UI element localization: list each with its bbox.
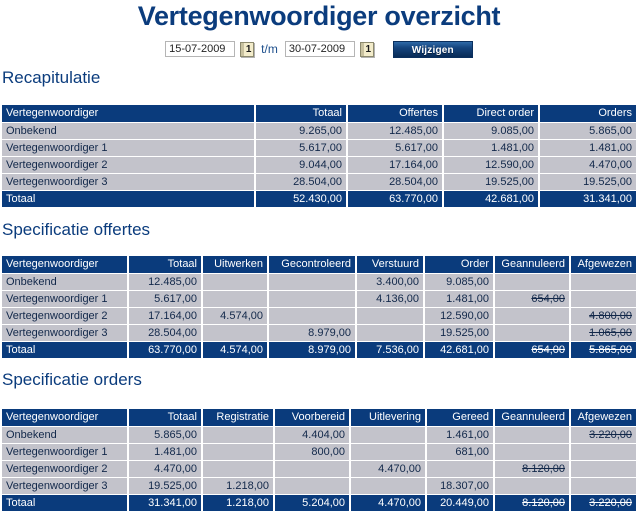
column-header-totaal[interactable]: Totaal (128, 409, 202, 426)
cell-total-order: 42.681,00 (424, 341, 494, 358)
cell-totaal: 5.865,00 (128, 426, 202, 443)
column-header-vertegenwoordiger[interactable]: Vertegenwoordiger (2, 105, 255, 122)
cell-name: Onbekend (2, 122, 255, 139)
cell-total-label: Totaal (2, 190, 255, 207)
cell-total-verstuurd: 7.536,00 (356, 341, 424, 358)
table-row (2, 290, 636, 307)
table-row (2, 460, 636, 477)
cell-offertes: 28.504,00 (347, 173, 443, 190)
cell-name: Onbekend (2, 426, 128, 443)
cell-total-offertes: 63.770,00 (347, 190, 443, 207)
column-header-geannuleerd[interactable]: Geannuleerd (494, 409, 570, 426)
recapitulatie-table (2, 105, 636, 207)
cell-total-gecontroleerd: 8.979,00 (268, 341, 356, 358)
specificatie-offertes-heading: Specificatie offertes (2, 220, 151, 239)
cell-totaal: 12.485,00 (128, 273, 202, 290)
cell-gecontroleerd: 8.979,00 (268, 324, 356, 341)
cell-totaal: 17.164,00 (128, 307, 202, 324)
cell-afgewezen: 4.800,00 (570, 307, 636, 324)
cell-geannuleerd: 654,00 (494, 290, 570, 307)
cell-name: Vertegenwoordiger 2 (2, 460, 128, 477)
cell-geannuleerd (494, 324, 570, 341)
cell-total-orders: 31.341,00 (539, 190, 636, 207)
cell-gereed: 681,00 (426, 443, 494, 460)
cell-order: 1.481,00 (424, 290, 494, 307)
column-header-afgewezen[interactable]: Afgewezen (570, 256, 636, 273)
cell-order: 9.085,00 (424, 273, 494, 290)
cell-uitwerken: 4.574,00 (202, 307, 268, 324)
cell-total-uitlevering: 4.470,00 (350, 494, 426, 511)
date-range-separator: t/m (261, 42, 278, 56)
cell-verstuurd (356, 324, 424, 341)
cell-totaal: 19.525,00 (128, 477, 202, 494)
specificatie-orders-heading: Specificatie orders (2, 370, 142, 389)
column-header-uitlevering[interactable]: Uitlevering (350, 409, 426, 426)
cell-voorbereid: 4.404,00 (274, 426, 350, 443)
column-header-gecontroleerd[interactable]: Gecontroleerd (268, 256, 356, 273)
cell-name: Vertegenwoordiger 1 (2, 443, 128, 460)
cell-geannuleerd (494, 426, 570, 443)
cell-uitwerken (202, 324, 268, 341)
cell-offertes: 5.617,00 (347, 139, 443, 156)
table-header-row (2, 256, 636, 273)
table-row (2, 156, 636, 173)
column-header-direct-order[interactable]: Direct order (443, 105, 539, 122)
cell-geannuleerd (494, 443, 570, 460)
cell-totaal: 28.504,00 (255, 173, 347, 190)
cell-gereed (426, 460, 494, 477)
calendar-icon-to[interactable] (360, 42, 374, 57)
cell-name: Onbekend (2, 273, 128, 290)
cell-registratie (202, 426, 274, 443)
cell-verstuurd: 3.400,00 (356, 273, 424, 290)
cell-uitlevering: 4.470,00 (350, 460, 426, 477)
cell-name: Vertegenwoordiger 1 (2, 290, 128, 307)
cell-total-afgewezen: 5.865,00 (570, 341, 636, 358)
cell-offertes: 17.164,00 (347, 156, 443, 173)
cell-order: 19.525,00 (424, 324, 494, 341)
cell-total-uitwerken: 4.574,00 (202, 341, 268, 358)
cell-name: Vertegenwoordiger 1 (2, 139, 255, 156)
cell-uitlevering (350, 426, 426, 443)
column-header-verstuurd[interactable]: Verstuurd (356, 256, 424, 273)
cell-uitwerken (202, 273, 268, 290)
cell-orders: 5.865,00 (539, 122, 636, 139)
cell-verstuurd: 4.136,00 (356, 290, 424, 307)
table-total-row (2, 341, 636, 358)
table-row (2, 324, 636, 341)
column-header-gereed[interactable]: Gereed (426, 409, 494, 426)
cell-afgewezen (570, 273, 636, 290)
cell-orders: 19.525,00 (539, 173, 636, 190)
table-row (2, 139, 636, 156)
cell-name: Vertegenwoordiger 2 (2, 156, 255, 173)
column-header-registratie[interactable]: Registratie (202, 409, 274, 426)
recapitulatie-heading: Recapitulatie (2, 68, 101, 87)
cell-total-voorbereid: 5.204,00 (274, 494, 350, 511)
cell-geannuleerd (494, 477, 570, 494)
table-row (2, 443, 636, 460)
cell-registratie (202, 460, 274, 477)
cell-totaal: 9.044,00 (255, 156, 347, 173)
cell-total-totaal: 63.770,00 (128, 341, 202, 358)
cell-uitlevering (350, 443, 426, 460)
column-header-afgewezen[interactable]: Afgewezen (570, 409, 636, 426)
column-header-totaal[interactable]: Totaal (128, 256, 202, 273)
cell-total-geannuleerd: 8.120,00 (494, 494, 570, 511)
date-range-toolbar (0, 39, 638, 59)
cell-direct-order: 19.525,00 (443, 173, 539, 190)
cell-voorbereid (274, 477, 350, 494)
cell-afgewezen: 3.220,00 (570, 426, 636, 443)
table-total-row (2, 190, 636, 207)
cell-name: Vertegenwoordiger 3 (2, 324, 128, 341)
cell-gecontroleerd (268, 307, 356, 324)
cell-geannuleerd (494, 307, 570, 324)
cell-registratie (202, 443, 274, 460)
cell-name: Vertegenwoordiger 2 (2, 307, 128, 324)
cell-totaal: 1.481,00 (128, 443, 202, 460)
cell-afgewezen (570, 290, 636, 307)
cell-totaal: 5.617,00 (128, 290, 202, 307)
cell-total-registratie: 1.218,00 (202, 494, 274, 511)
cell-geannuleerd (494, 273, 570, 290)
table-row (2, 426, 636, 443)
cell-gecontroleerd (268, 273, 356, 290)
page-title: Vertegenwoordiger overzicht (137, 1, 501, 31)
cell-afgewezen: 1.065,00 (570, 324, 636, 341)
cell-voorbereid: 800,00 (274, 443, 350, 460)
cell-afgewezen (570, 477, 636, 494)
cell-name: Vertegenwoordiger 3 (2, 173, 255, 190)
cell-order: 12.590,00 (424, 307, 494, 324)
cell-gecontroleerd (268, 290, 356, 307)
specificatie-orders-table (2, 409, 636, 511)
column-header-geannuleerd[interactable]: Geannuleerd (494, 256, 570, 273)
cell-direct-order: 1.481,00 (443, 139, 539, 156)
cell-afgewezen (570, 443, 636, 460)
cell-total-label: Totaal (2, 494, 128, 511)
cell-totaal: 5.617,00 (255, 139, 347, 156)
cell-registratie: 1.218,00 (202, 477, 274, 494)
table-row (2, 173, 636, 190)
cell-total-totaal: 52.430,00 (255, 190, 347, 207)
cell-direct-order: 12.590,00 (443, 156, 539, 173)
cell-totaal: 4.470,00 (128, 460, 202, 477)
cell-uitlevering (350, 477, 426, 494)
apply-button[interactable]: Wijzigen (393, 41, 473, 58)
cell-voorbereid (274, 460, 350, 477)
column-header-totaal[interactable]: Totaal (255, 105, 347, 122)
table-header-row (2, 409, 636, 426)
column-header-vertegenwoordiger[interactable]: Vertegenwoordiger (2, 409, 128, 426)
calendar-icon-from-label: 1 (245, 43, 252, 55)
cell-gereed: 1.461,00 (426, 426, 494, 443)
cell-gereed: 18.307,00 (426, 477, 494, 494)
cell-afgewezen (570, 460, 636, 477)
column-header-vertegenwoordiger[interactable]: Vertegenwoordiger (2, 256, 128, 273)
table-row (2, 477, 636, 494)
cell-orders: 1.481,00 (539, 139, 636, 156)
column-header-uitwerken[interactable]: Uitwerken (202, 256, 268, 273)
calendar-icon-from[interactable] (240, 42, 254, 57)
column-header-order[interactable]: Order (424, 256, 494, 273)
table-total-row (2, 494, 636, 511)
cell-total-afgewezen: 3.220,00 (570, 494, 636, 511)
cell-name: Vertegenwoordiger 3 (2, 477, 128, 494)
cell-orders: 4.470,00 (539, 156, 636, 173)
cell-total-label: Totaal (2, 341, 128, 358)
column-header-voorbereid[interactable]: Voorbereid (274, 409, 350, 426)
table-row (2, 122, 636, 139)
cell-totaal: 9.265,00 (255, 122, 347, 139)
cell-geannuleerd: 8.120,00 (494, 460, 570, 477)
column-header-orders[interactable]: Orders (539, 105, 636, 122)
cell-total-totaal: 31.341,00 (128, 494, 202, 511)
table-row (2, 273, 636, 290)
specificatie-offertes-table (2, 256, 636, 358)
date-from-input[interactable] (165, 41, 235, 57)
cell-total-gereed: 20.449,00 (426, 494, 494, 511)
table-row (2, 307, 636, 324)
cell-verstuurd (356, 307, 424, 324)
table-header-row (2, 105, 636, 122)
calendar-icon-to-label: 1 (365, 43, 372, 55)
cell-direct-order: 9.085,00 (443, 122, 539, 139)
cell-totaal: 28.504,00 (128, 324, 202, 341)
date-to-input[interactable] (285, 41, 355, 57)
cell-total-direct-order: 42.681,00 (443, 190, 539, 207)
column-header-offertes[interactable]: Offertes (347, 105, 443, 122)
cell-total-geannuleerd: 654,00 (494, 341, 570, 358)
cell-offertes: 12.485,00 (347, 122, 443, 139)
cell-uitwerken (202, 290, 268, 307)
